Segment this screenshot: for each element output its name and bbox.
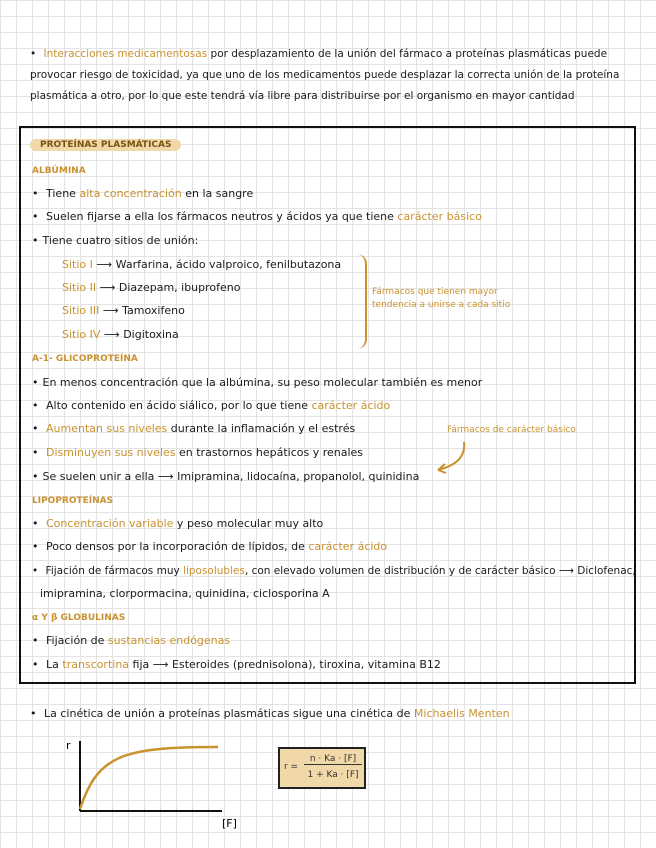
albumin-b1-post: en la sangre <box>181 187 254 200</box>
site-label: Sitio IV <box>62 328 101 341</box>
glob-b1-hl: sustancias endógenas <box>107 634 231 647</box>
basic-drugs-note: Fármacos de carácter básico <box>447 425 576 435</box>
alpha-b4-hl: Disminuyen sus niveles <box>46 446 176 459</box>
alpha-b3-hl: Aumentan sus niveles <box>46 422 168 435</box>
site-arrow: ⟶ <box>103 328 120 341</box>
alpha-bullet-1: • En menos concentración que la albúmina, su peso molecular también es menor <box>32 376 482 390</box>
graph-x-label: [F] <box>222 817 237 830</box>
globulins-title: α Y β GLOBULINAS <box>32 613 126 623</box>
albumin-title: ALBÚMINA <box>32 166 86 176</box>
lipo-b3-hl: liposolubles <box>183 565 245 577</box>
glob-bullet-1 <box>32 634 230 648</box>
alpha-bullet-3 <box>32 422 355 436</box>
site-drugs: Diazepam, ibuprofeno <box>118 281 241 294</box>
tendency-line-1: Fármacos que tienen mayor <box>372 287 498 297</box>
glob-bullet-2 <box>32 658 441 672</box>
site-drugs: Warfarina, ácido valproico, fenilbutazona <box>115 258 342 271</box>
lipo-b1-hl: Concentración variable <box>46 517 174 530</box>
tendency-line-2: tendencia a unirse a cada sitio <box>372 300 511 310</box>
formula-lhs: r = <box>284 762 299 772</box>
albumin-bullet-3: • Tiene cuatro sitios de unión: <box>32 234 198 248</box>
intro-text: por desplazamiento de la unión del fármaco a proteínas plasmáticas puede provocar riesgo de toxicidad, ya que uno de los medicamentos puede desplazar la correcta unión de la proteína plasmática a otro, por lo que este tendrá vía libre para distribuirse por el organismo en mayor cantidad <box>30 48 620 102</box>
site-arrow: ⟶ <box>102 304 119 317</box>
sites-tendency-note <box>372 286 510 312</box>
albumin-b1-pre: Tiene <box>46 187 80 200</box>
sites-brace <box>355 254 367 349</box>
site-arrow: ⟶ <box>99 281 116 294</box>
formula-denominator: 1 + Ka · [F] <box>307 770 359 780</box>
graph-y-label: r <box>66 739 71 752</box>
site-arrow: ⟶ <box>96 258 113 271</box>
site-row <box>62 328 179 342</box>
curved-arrow-icon <box>432 440 472 476</box>
alpha-b2-pre: Alto contenido en ácido siálico, por lo que tiene <box>46 399 312 412</box>
kinetics-pre: La cinética de unión a proteínas plasmáticas sigue una cinética de <box>44 707 414 720</box>
alpha-b3-post: durante la inflamación y el estrés <box>167 422 356 435</box>
albumin-bullet-2 <box>32 210 482 224</box>
glob-b2-pre: La <box>46 658 63 671</box>
site-row <box>62 304 185 318</box>
albumin-b2-hl: carácter básico <box>397 210 482 223</box>
alpha-bullet-5: • Se suelen unir a ella ⟶ Imipramina, lidocaína, propanolol, quinidina <box>32 470 419 484</box>
intro-highlight: Interacciones medicamentosas <box>43 48 208 60</box>
plasma-proteins-tag: PROTEÍNAS PLASMÁTICAS <box>30 139 181 151</box>
intro-paragraph <box>30 44 630 107</box>
lipo-b1-post: y peso molecular muy alto <box>173 517 324 530</box>
lipo-bullet-3 <box>32 564 636 578</box>
lipo-bullet-3-line-2: imipramina, clorpormacina, quinidina, ciclosporina A <box>40 587 330 600</box>
alpha-bullet-4 <box>32 446 363 460</box>
glob-b2-post: fija ⟶ Esteroides (prednisolona), tiroxina, vitamina B12 <box>129 658 441 671</box>
saturation-curve <box>80 747 218 809</box>
site-label: Sitio I <box>62 258 93 271</box>
alpha-bullet-2 <box>32 399 390 413</box>
lipo-bullet-1 <box>32 517 323 531</box>
alpha-b2-hl: carácter ácido <box>311 399 391 412</box>
albumin-bullet-1 <box>32 187 253 201</box>
albumin-b1-hl: alta concentración <box>79 187 182 200</box>
lipo-b2-hl: carácter ácido <box>308 540 388 553</box>
site-drugs: Digitoxina <box>123 328 179 341</box>
site-label: Sitio III <box>62 304 100 317</box>
lipo-bullet-2 <box>32 540 387 554</box>
lipo-b3-pre: Fijación de fármacos muy <box>45 565 184 577</box>
glob-b1-pre: Fijación de <box>46 634 108 647</box>
site-drugs: Tamoxifeno <box>122 304 185 317</box>
site-row <box>62 258 341 272</box>
glob-b2-hl: transcortina <box>62 658 130 671</box>
alpha-title: A-1- GLICOPROTEÍNA <box>32 354 138 364</box>
site-label: Sitio II <box>62 281 97 294</box>
kinetics-highlight: Michaelis Menten <box>413 707 510 720</box>
formula-box <box>278 747 366 789</box>
alpha-b4-post: en trastornos hepáticos y renales <box>175 446 364 459</box>
lipo-b3-post: , con elevado volumen de distribución y de carácter básico ⟶ Diclofenac, <box>244 565 636 577</box>
lipo-title: LIPOPROTEÍNAS <box>32 496 114 506</box>
lipo-b2-pre: Poco densos por la incorporación de lípidos, de <box>46 540 309 553</box>
formula-numerator: n · Ka · [F] <box>304 754 362 765</box>
kinetics-line <box>30 707 510 721</box>
michaelis-menten-graph <box>62 735 252 830</box>
albumin-b2-pre: Suelen fijarse a ella los fármacos neutros y ácidos ya que tiene <box>46 210 398 223</box>
site-row <box>62 281 241 295</box>
